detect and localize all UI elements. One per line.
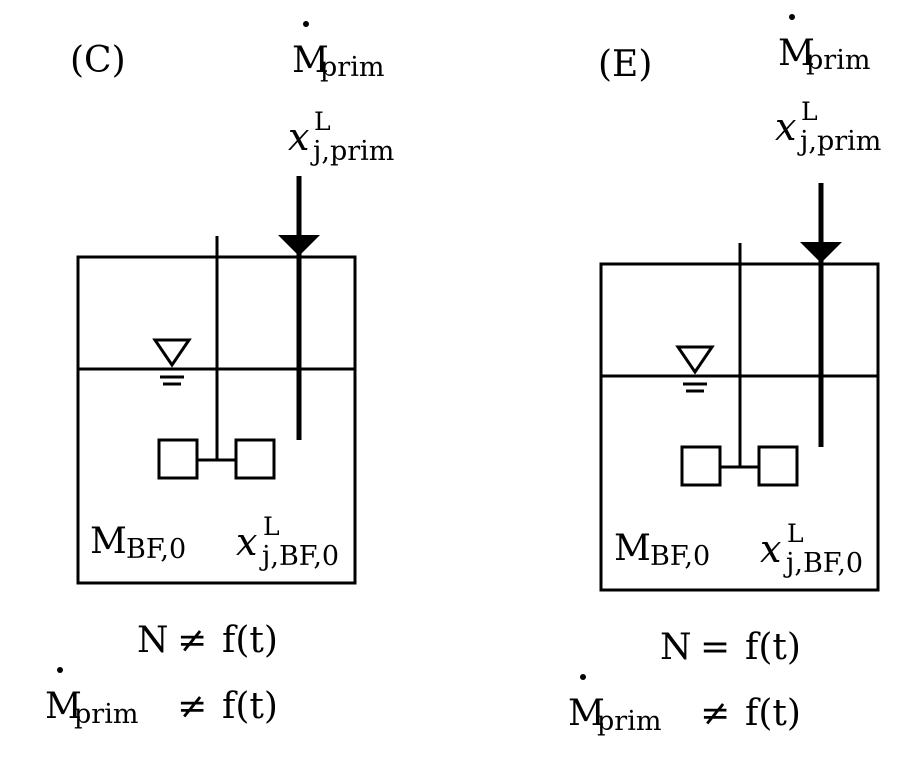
svg-text:x: x [775, 105, 797, 149]
condition-feed-flow [45, 667, 278, 730]
svg-text:N: N [137, 620, 169, 661]
svg-text:M: M [778, 33, 815, 74]
dot-accent [303, 21, 309, 27]
panel-c [45, 21, 394, 730]
panel-label: (E) [598, 44, 653, 85]
tank-composition-label [760, 519, 863, 579]
svg-text:M: M [90, 521, 127, 562]
svg-text:j,prim: j,prim [313, 136, 395, 167]
svg-text:L: L [801, 97, 818, 126]
feed-flow-label [292, 21, 384, 83]
feed-arrow-head [278, 235, 320, 256]
svg-text:L: L [314, 107, 331, 136]
condition-feed-flow [568, 674, 801, 737]
svg-text:≠: ≠ [177, 686, 208, 727]
level-marker-icon [155, 340, 189, 384]
feed-flow-label [778, 14, 870, 76]
feed-composition-label [288, 107, 394, 167]
svg-text:prim: prim [597, 706, 662, 737]
condition-stirrer-speed [137, 620, 278, 661]
svg-text:j,prim: j,prim [800, 126, 882, 157]
svg-text:BF,0: BF,0 [650, 541, 711, 572]
dot-accent [580, 674, 586, 680]
svg-text:N: N [660, 627, 692, 668]
svg-text:≠: ≠ [177, 620, 208, 661]
svg-text:j,BF,0: j,BF,0 [262, 541, 340, 572]
tank-mass-label [90, 521, 186, 565]
svg-text:f(t): f(t) [222, 620, 278, 661]
svg-text:BF,0: BF,0 [126, 534, 187, 565]
svg-text:f(t): f(t) [745, 693, 801, 734]
svg-text:M: M [614, 528, 651, 569]
svg-text:j,BF,0: j,BF,0 [786, 548, 864, 579]
svg-text:=: = [700, 627, 731, 668]
svg-text:x: x [236, 520, 258, 564]
panel-label: (C) [70, 40, 126, 81]
svg-text:prim: prim [74, 699, 139, 730]
svg-text:M: M [45, 686, 82, 727]
svg-text:M: M [568, 693, 605, 734]
svg-text:x: x [288, 115, 310, 159]
svg-text:prim: prim [806, 45, 871, 76]
svg-text:L: L [263, 512, 280, 541]
svg-text:f(t): f(t) [745, 627, 801, 668]
dot-accent [57, 667, 63, 673]
svg-text:f(t): f(t) [222, 686, 278, 727]
dot-accent [789, 14, 795, 20]
svg-text:≠: ≠ [700, 693, 731, 734]
tank-composition-label [236, 512, 339, 572]
svg-text:x: x [760, 527, 782, 571]
level-marker-icon [678, 347, 712, 391]
feed-composition-label [775, 97, 881, 157]
svg-text:L: L [787, 519, 804, 548]
feed-arrow-head [800, 242, 842, 263]
svg-text:prim: prim [320, 52, 385, 83]
condition-stirrer-speed [660, 627, 801, 668]
svg-text:M: M [292, 40, 329, 81]
tank-mass-label [614, 528, 710, 572]
panel-e [568, 14, 881, 737]
